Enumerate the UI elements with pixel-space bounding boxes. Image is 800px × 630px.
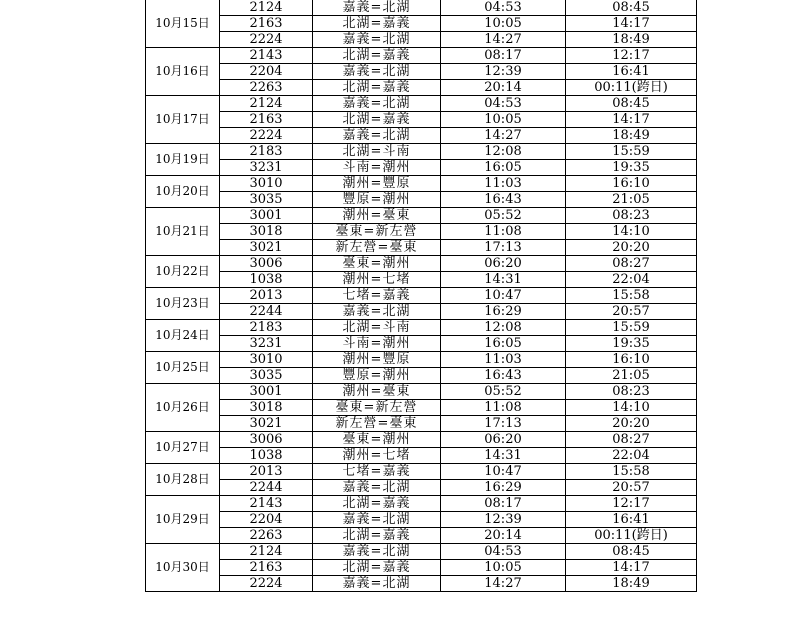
train-number-cell: 3021: [220, 240, 313, 256]
departure-time-cell: 10:05: [441, 16, 566, 32]
table-row: [146, 16, 697, 32]
route-cell: 北湖=斗南: [313, 144, 441, 160]
table-row: [146, 528, 697, 544]
departure-time-cell: 12:08: [441, 320, 566, 336]
departure-time-cell: 06:20: [441, 256, 566, 272]
arrival-time-cell: 21:05: [566, 192, 697, 208]
arrival-time-cell: 14:10: [566, 400, 697, 416]
route-cell: 北湖=嘉義: [313, 48, 441, 64]
date-cell: 10月23日: [146, 288, 220, 320]
arrival-time-cell: 22:04: [566, 272, 697, 288]
table-row: [146, 432, 697, 448]
schedule-table: [145, 0, 697, 592]
arrival-time-cell: 14:17: [566, 112, 697, 128]
arrival-time-cell: 08:23: [566, 384, 697, 400]
train-number-cell: 2013: [220, 288, 313, 304]
route-cell: 北湖=嘉義: [313, 16, 441, 32]
train-number-cell: 3021: [220, 416, 313, 432]
table-row: [146, 384, 697, 400]
table-row: [146, 464, 697, 480]
departure-time-cell: 12:39: [441, 64, 566, 80]
train-number-cell: 2263: [220, 80, 313, 96]
route-cell: 臺東=新左營: [313, 224, 441, 240]
departure-time-cell: 08:17: [441, 496, 566, 512]
route-cell: 北湖=斗南: [313, 320, 441, 336]
train-number-cell: 2244: [220, 480, 313, 496]
departure-time-cell: 20:14: [441, 80, 566, 96]
departure-time-cell: 04:53: [441, 0, 566, 16]
route-cell: 新左營=臺東: [313, 416, 441, 432]
train-number-cell: 1038: [220, 448, 313, 464]
train-number-cell: 2143: [220, 48, 313, 64]
table-row: [146, 256, 697, 272]
route-cell: 嘉義=北湖: [313, 128, 441, 144]
date-cell: 10月19日: [146, 144, 220, 176]
table-row: [146, 80, 697, 96]
date-cell: 10月25日: [146, 352, 220, 384]
arrival-time-cell: 15:59: [566, 144, 697, 160]
train-number-cell: 3001: [220, 208, 313, 224]
route-cell: 北湖=嘉義: [313, 112, 441, 128]
arrival-time-cell: 20:20: [566, 240, 697, 256]
schedule-table-body: [146, 0, 697, 592]
table-row: [146, 416, 697, 432]
route-cell: 七堵=嘉義: [313, 288, 441, 304]
arrival-time-cell: 08:45: [566, 0, 697, 16]
table-row: [146, 560, 697, 576]
departure-time-cell: 11:08: [441, 400, 566, 416]
table-row: [146, 336, 697, 352]
departure-time-cell: 10:47: [441, 464, 566, 480]
route-cell: 臺東=潮州: [313, 256, 441, 272]
table-row: [146, 48, 697, 64]
date-cell: 10月27日: [146, 432, 220, 464]
table-row: [146, 112, 697, 128]
table-row: [146, 160, 697, 176]
departure-time-cell: 16:05: [441, 160, 566, 176]
route-cell: 潮州=豐原: [313, 176, 441, 192]
departure-time-cell: 20:14: [441, 528, 566, 544]
arrival-time-cell: 08:45: [566, 544, 697, 560]
route-cell: 豐原=潮州: [313, 192, 441, 208]
route-cell: 嘉義=北湖: [313, 480, 441, 496]
departure-time-cell: 04:53: [441, 544, 566, 560]
arrival-time-cell: 16:10: [566, 352, 697, 368]
route-cell: 七堵=嘉義: [313, 464, 441, 480]
departure-time-cell: 17:13: [441, 416, 566, 432]
train-number-cell: 2163: [220, 16, 313, 32]
route-cell: 潮州=臺東: [313, 384, 441, 400]
train-number-cell: 3018: [220, 224, 313, 240]
route-cell: 嘉義=北湖: [313, 32, 441, 48]
arrival-time-cell: 08:27: [566, 432, 697, 448]
arrival-time-cell: 15:59: [566, 320, 697, 336]
route-cell: 斗南=潮州: [313, 160, 441, 176]
train-number-cell: 2204: [220, 512, 313, 528]
arrival-time-cell: 15:58: [566, 464, 697, 480]
table-row: [146, 0, 697, 16]
table-row: [146, 368, 697, 384]
route-cell: 豐原=潮州: [313, 368, 441, 384]
departure-time-cell: 16:05: [441, 336, 566, 352]
table-row: [146, 320, 697, 336]
route-cell: 潮州=豐原: [313, 352, 441, 368]
train-number-cell: 2124: [220, 544, 313, 560]
departure-time-cell: 11:03: [441, 352, 566, 368]
arrival-time-cell: 14:10: [566, 224, 697, 240]
departure-time-cell: 06:20: [441, 432, 566, 448]
departure-time-cell: 14:27: [441, 128, 566, 144]
arrival-time-cell: 18:49: [566, 576, 697, 592]
train-number-cell: 2013: [220, 464, 313, 480]
date-cell: 10月21日: [146, 208, 220, 256]
train-number-cell: 2143: [220, 496, 313, 512]
table-row: [146, 288, 697, 304]
train-number-cell: 2183: [220, 320, 313, 336]
arrival-time-cell: 20:57: [566, 480, 697, 496]
table-row: [146, 448, 697, 464]
route-cell: 北湖=嘉義: [313, 560, 441, 576]
departure-time-cell: 16:43: [441, 192, 566, 208]
table-row: [146, 96, 697, 112]
date-cell: 10月15日: [146, 0, 220, 48]
train-number-cell: 2224: [220, 576, 313, 592]
table-row: [146, 224, 697, 240]
departure-time-cell: 14:31: [441, 448, 566, 464]
route-cell: 嘉義=北湖: [313, 576, 441, 592]
table-row: [146, 512, 697, 528]
date-cell: 10月30日: [146, 544, 220, 592]
table-row: [146, 544, 697, 560]
train-number-cell: 3035: [220, 192, 313, 208]
departure-time-cell: 10:47: [441, 288, 566, 304]
route-cell: 斗南=潮州: [313, 336, 441, 352]
route-cell: 臺東=新左營: [313, 400, 441, 416]
table-row: [146, 576, 697, 592]
arrival-time-cell: 20:20: [566, 416, 697, 432]
arrival-time-cell: 16:10: [566, 176, 697, 192]
train-number-cell: 2183: [220, 144, 313, 160]
table-row: [146, 192, 697, 208]
train-number-cell: 3018: [220, 400, 313, 416]
route-cell: 嘉義=北湖: [313, 64, 441, 80]
train-number-cell: 2224: [220, 32, 313, 48]
train-number-cell: 2224: [220, 128, 313, 144]
arrival-time-cell: 19:35: [566, 336, 697, 352]
arrival-time-cell: 18:49: [566, 128, 697, 144]
table-row: [146, 144, 697, 160]
table-row: [146, 64, 697, 80]
train-number-cell: 3006: [220, 432, 313, 448]
departure-time-cell: 16:43: [441, 368, 566, 384]
train-number-cell: 2163: [220, 112, 313, 128]
arrival-time-cell: 15:58: [566, 288, 697, 304]
route-cell: 北湖=嘉義: [313, 80, 441, 96]
departure-time-cell: 12:08: [441, 144, 566, 160]
departure-time-cell: 10:05: [441, 560, 566, 576]
table-row: [146, 352, 697, 368]
route-cell: 嘉義=北湖: [313, 544, 441, 560]
table-row: [146, 128, 697, 144]
departure-time-cell: 14:31: [441, 272, 566, 288]
arrival-time-cell: 12:17: [566, 48, 697, 64]
train-number-cell: 3231: [220, 336, 313, 352]
route-cell: 臺東=潮州: [313, 432, 441, 448]
route-cell: 嘉義=北湖: [313, 0, 441, 16]
table-row: [146, 240, 697, 256]
arrival-time-cell: 00:11(跨日): [566, 80, 697, 96]
departure-time-cell: 11:03: [441, 176, 566, 192]
train-number-cell: 3035: [220, 368, 313, 384]
departure-time-cell: 11:08: [441, 224, 566, 240]
arrival-time-cell: 14:17: [566, 560, 697, 576]
departure-time-cell: 04:53: [441, 96, 566, 112]
train-number-cell: 2263: [220, 528, 313, 544]
arrival-time-cell: 16:41: [566, 64, 697, 80]
table-row: [146, 272, 697, 288]
train-number-cell: 2163: [220, 560, 313, 576]
table-row: [146, 480, 697, 496]
route-cell: 嘉義=北湖: [313, 96, 441, 112]
train-number-cell: 3231: [220, 160, 313, 176]
table-row: [146, 176, 697, 192]
arrival-time-cell: 12:17: [566, 496, 697, 512]
table-row: [146, 208, 697, 224]
arrival-time-cell: 08:27: [566, 256, 697, 272]
date-cell: 10月22日: [146, 256, 220, 288]
departure-time-cell: 16:29: [441, 480, 566, 496]
arrival-time-cell: 19:35: [566, 160, 697, 176]
date-cell: 10月20日: [146, 176, 220, 208]
train-number-cell: 3010: [220, 176, 313, 192]
date-cell: 10月29日: [146, 496, 220, 544]
departure-time-cell: 14:27: [441, 576, 566, 592]
arrival-time-cell: 14:17: [566, 16, 697, 32]
arrival-time-cell: 18:49: [566, 32, 697, 48]
route-cell: 嘉義=北湖: [313, 304, 441, 320]
date-cell: 10月26日: [146, 384, 220, 432]
date-cell: 10月17日: [146, 96, 220, 144]
train-number-cell: 2244: [220, 304, 313, 320]
departure-time-cell: 05:52: [441, 384, 566, 400]
train-number-cell: 1038: [220, 272, 313, 288]
arrival-time-cell: 08:23: [566, 208, 697, 224]
train-number-cell: 2124: [220, 96, 313, 112]
date-cell: 10月24日: [146, 320, 220, 352]
departure-time-cell: 12:39: [441, 512, 566, 528]
arrival-time-cell: 21:05: [566, 368, 697, 384]
arrival-time-cell: 00:11(跨日): [566, 528, 697, 544]
departure-time-cell: 17:13: [441, 240, 566, 256]
table-row: [146, 304, 697, 320]
date-cell: 10月28日: [146, 464, 220, 496]
arrival-time-cell: 20:57: [566, 304, 697, 320]
departure-time-cell: 10:05: [441, 112, 566, 128]
table-row: [146, 32, 697, 48]
arrival-time-cell: 22:04: [566, 448, 697, 464]
departure-time-cell: 05:52: [441, 208, 566, 224]
train-number-cell: 3006: [220, 256, 313, 272]
route-cell: 潮州=臺東: [313, 208, 441, 224]
train-number-cell: 2124: [220, 0, 313, 16]
route-cell: 嘉義=北湖: [313, 512, 441, 528]
table-row: [146, 496, 697, 512]
train-number-cell: 3001: [220, 384, 313, 400]
arrival-time-cell: 16:41: [566, 512, 697, 528]
date-cell: 10月16日: [146, 48, 220, 96]
departure-time-cell: 14:27: [441, 32, 566, 48]
route-cell: 新左營=臺東: [313, 240, 441, 256]
route-cell: 潮州=七堵: [313, 272, 441, 288]
train-number-cell: 3010: [220, 352, 313, 368]
route-cell: 北湖=嘉義: [313, 496, 441, 512]
train-number-cell: 2204: [220, 64, 313, 80]
departure-time-cell: 16:29: [441, 304, 566, 320]
arrival-time-cell: 08:45: [566, 96, 697, 112]
departure-time-cell: 08:17: [441, 48, 566, 64]
route-cell: 北湖=嘉義: [313, 528, 441, 544]
route-cell: 潮州=七堵: [313, 448, 441, 464]
table-row: [146, 400, 697, 416]
